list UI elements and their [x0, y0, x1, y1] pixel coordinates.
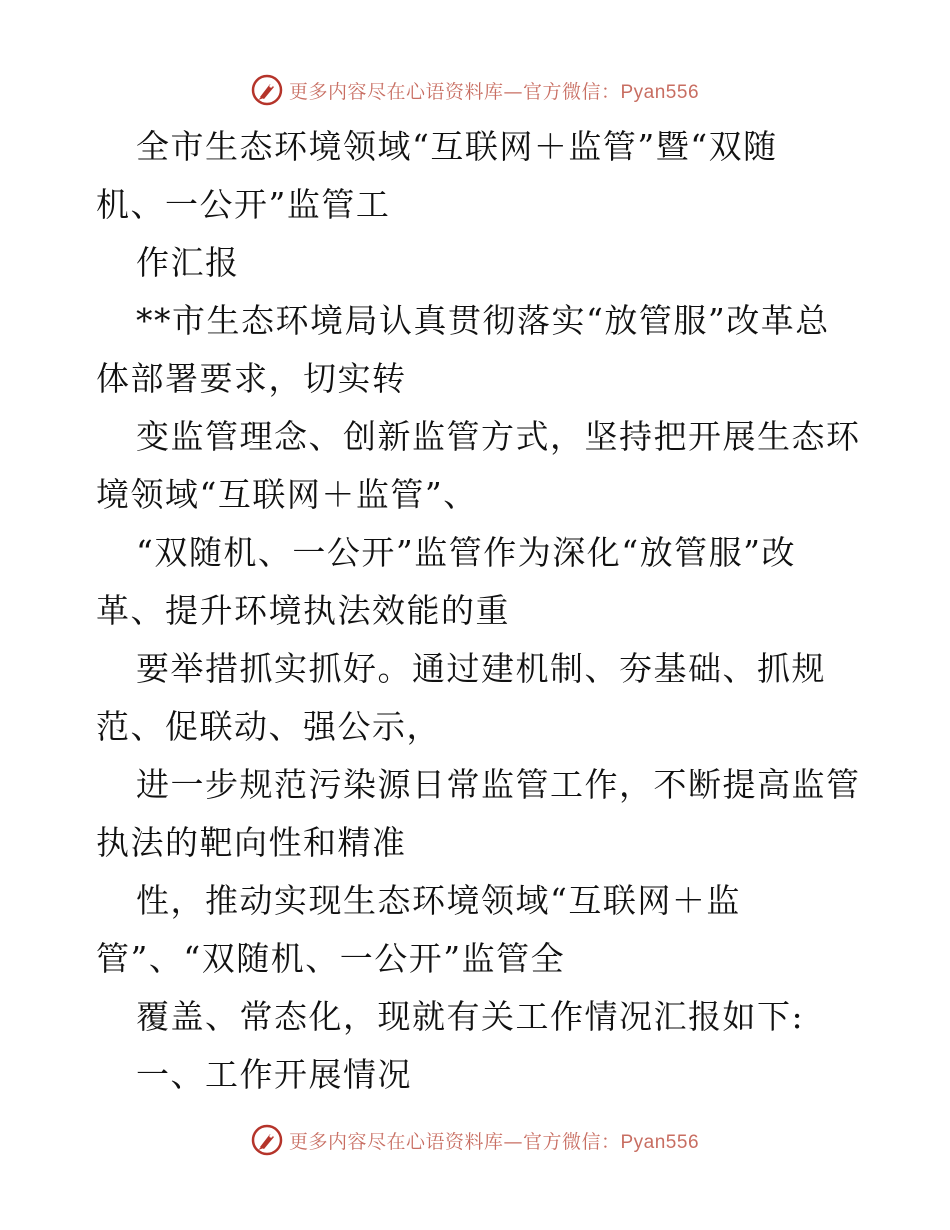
text-line: 范、促联动、强公示， [96, 707, 441, 746]
text-line: 革、提升环境执法效能的重 [96, 591, 510, 630]
watermark-header [0, 70, 950, 110]
text-line: 体部署要求，切实转 [96, 359, 407, 398]
document-body [96, 118, 861, 1104]
text-line: 一、工作开展情况 [136, 1055, 412, 1094]
watermark-footer [0, 1120, 950, 1160]
text-line: 境领域“互联网＋监管”、 [96, 475, 478, 514]
text-line: 执法的靶向性和精准 [96, 823, 407, 862]
pen-nib-logo-icon [251, 1124, 283, 1156]
text-line: “双随机、一公开”监管作为深化“放管服”改 [136, 533, 796, 572]
text-line: **市生态环境局认真贯彻落实“放管服”改革总 [136, 301, 830, 340]
text-line: 机、一公开”监管工 [96, 185, 391, 224]
watermark-text: 更多内容尽在心语资料库—官方微信：Pyan556 [288, 1130, 700, 1153]
text-line: 性，推动实现生态环境领域“互联网＋监 [136, 881, 741, 920]
text-line: 全市生态环境领域“互联网＋监管”暨“双随 [136, 127, 778, 166]
watermark-text: 更多内容尽在心语资料库—官方微信：Pyan556 [288, 80, 700, 103]
text-line: 要举措抓实抓好。通过建机制、夯基础、抓规 [136, 649, 826, 688]
pen-nib-logo-icon [251, 74, 283, 106]
text-line: 进一步规范污染源日常监管工作，不断提高监管 [136, 765, 861, 804]
text-line: 管”、“双随机、一公开”监管全 [96, 939, 566, 978]
text-line: 变监管理念、创新监管方式，坚持把开展生态环 [136, 417, 861, 456]
text-line: 作汇报 [136, 243, 240, 282]
text-line: 覆盖、常态化，现就有关工作情况汇报如下: [136, 997, 805, 1036]
